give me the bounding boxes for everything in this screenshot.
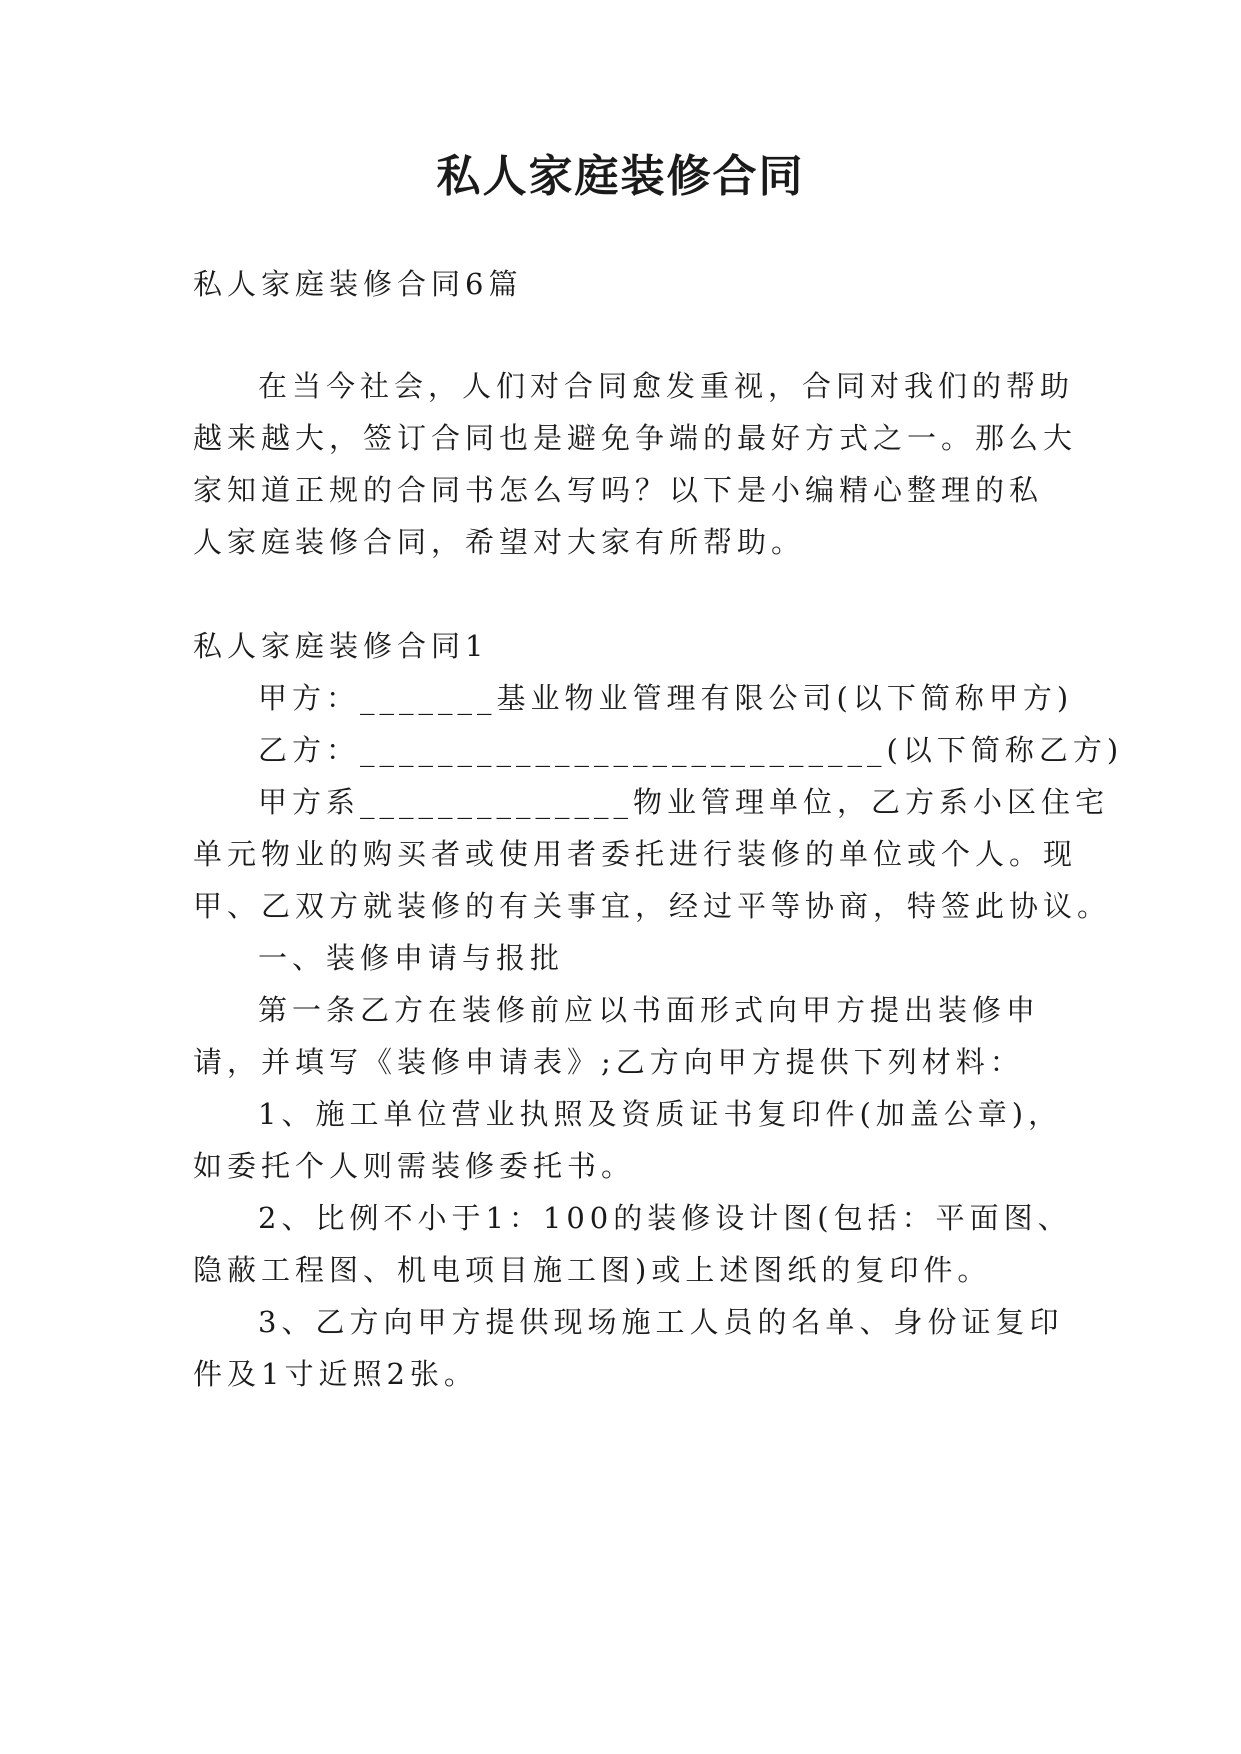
body-line-5: 第一条乙方在装修前应以书面形式向甲方提出装修申	[258, 993, 1041, 1027]
intro-line-3: 家知道正规的合同书怎么写吗？以下是小编精心整理的私	[193, 473, 1044, 507]
body-line-10: 隐蔽工程图、机电项目施工图)或上述图纸的复印件。	[193, 1253, 992, 1287]
body-line-3: 甲、乙双方就装修的有关事宜，经过平等协商，特签此协议。	[193, 889, 1112, 923]
body-line-2: 单元物业的购买者或使用者委托进行装修的单位或个人。现	[193, 837, 1078, 871]
article-heading: 一、装修申请与报批	[258, 941, 565, 975]
party-a-line: 甲方：_______基业物业管理有限公司(以下简称甲方)	[258, 681, 1074, 715]
intro-line-1: 在当今社会，人们对合同愈发重视，合同对我们的帮助	[258, 369, 1075, 403]
intro-line-2: 越来越大，签订合同也是避免争端的最好方式之一。那么大	[193, 421, 1078, 455]
body-line-9: 2、比例不小于1：100的装修设计图(包括：平面图、	[258, 1201, 1072, 1235]
section-heading: 私人家庭装修合同1	[193, 629, 489, 663]
body-line-8: 如委托个人则需装修委托书。	[193, 1149, 636, 1183]
body-line-7: 1、施工单位营业执照及资质证书复印件(加盖公章)，	[258, 1097, 1063, 1131]
intro-line-4: 人家庭装修合同，希望对大家有所帮助。	[193, 525, 806, 559]
body-line-11: 3、乙方向甲方提供现场施工人员的名单、身份证复印	[258, 1305, 1064, 1339]
document-title: 私人家庭装修合同	[436, 151, 805, 202]
body-line-1: 甲方系______________物业管理单位，乙方系小区住宅	[258, 785, 1110, 819]
document-subtitle: 私人家庭装修合同6篇	[193, 267, 523, 301]
body-line-12: 件及1寸近照2张。	[193, 1357, 478, 1391]
body-line-6: 请，并填写《装修申请表》;乙方向甲方提供下列材料：	[193, 1045, 1024, 1079]
party-b-line: 乙方：___________________________(以下简称乙方)	[258, 733, 1124, 767]
